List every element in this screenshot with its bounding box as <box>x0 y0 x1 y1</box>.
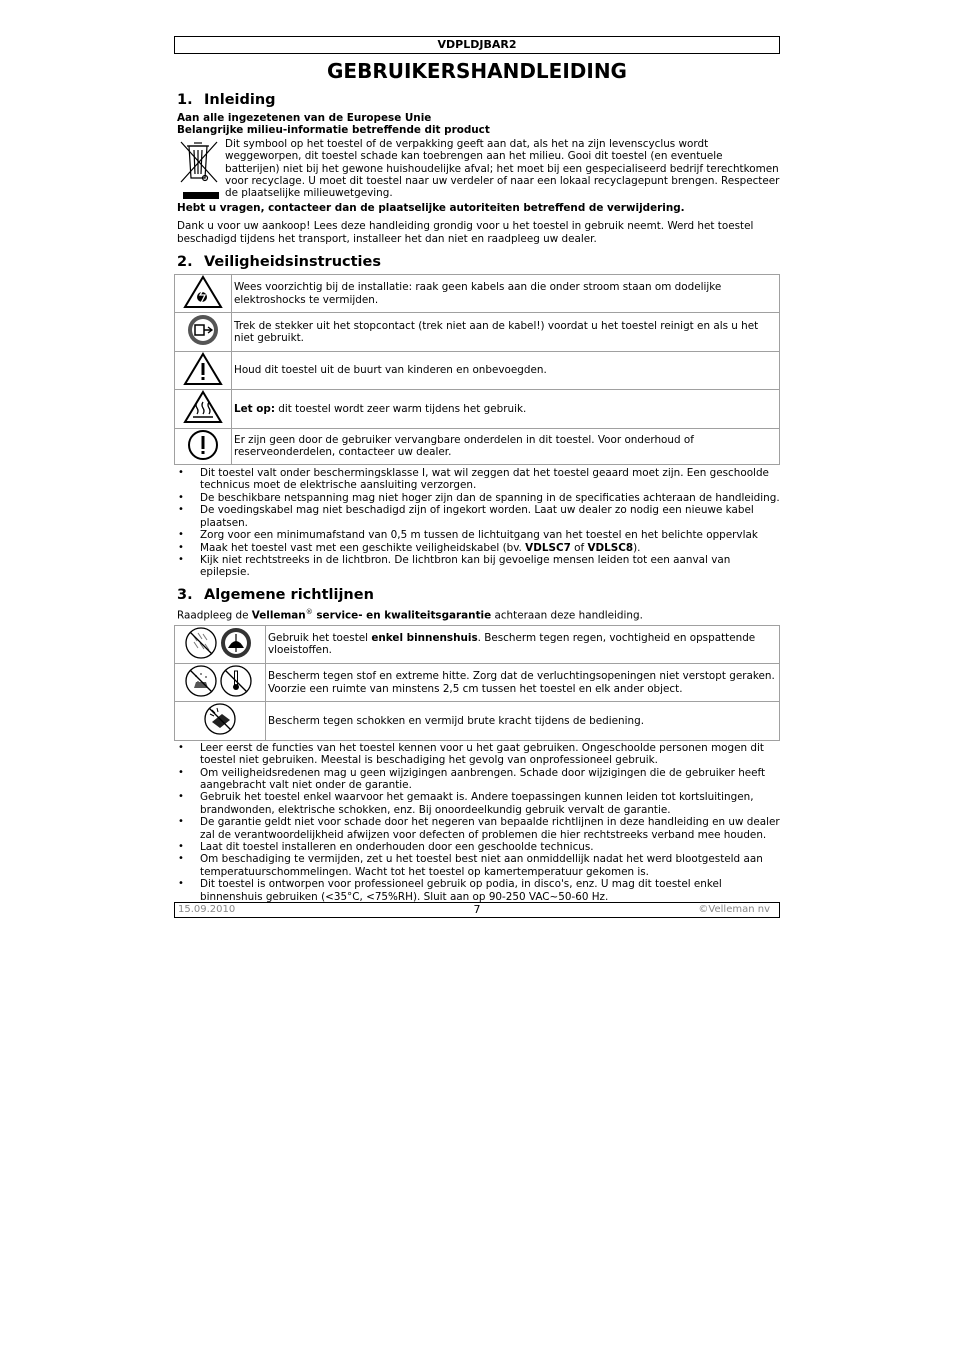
table-row <box>175 275 780 313</box>
footer-date: 15.09.2010 <box>178 904 236 915</box>
unplug-icon <box>175 313 232 351</box>
page-footer <box>174 902 780 918</box>
table-row <box>175 351 780 389</box>
list-item: • Maak het toestel vast met een geschikte veiligheidskabel (bv. VDLSC7 of VDLSC8). <box>174 542 780 554</box>
table-row <box>175 625 780 663</box>
guidelines-table <box>174 625 780 741</box>
shock-protection-icon <box>202 702 238 736</box>
list-item: • Gebruik het toestel enkel waarvoor het gemaakt is. Andere toepassingen kunnen leiden tot kortsluitingen, brandwonden, elektrische schokken, enz. Bij onoordeelkundig gebruik vervalt de garantie. <box>174 791 780 816</box>
crossed-bin-icon <box>177 138 225 202</box>
weee-text: Dit symbool op het toestel of de verpakking geeft aan dat, als het na zijn levenscyclus wordt weggeworpen, dit toestel schade kan toebrengen aan het milieu. Gooi dit toestel (en eventuele batterijen) niet bij het gewone huishoudelijke afval; het moet bij een gespecialiseerd bedrijf terechtkomen voor recyclage. U moet dit toestel naar uw verdeler of naar een lokaal recyclagepunt brengen. Respecteer de plaatselijke milieuwetgeving. <box>225 137 780 200</box>
list-item: • Dit toestel is ontworpen voor professioneel gebruik op podia, in disco's, enz. U mag dit toestel enkel binnenshuis gebruiken (<35°C, <75%RH). Sluit aan op 90-250 VAC~50-60 Hz. <box>174 878 780 903</box>
hot-surface-icon <box>175 390 232 428</box>
table-row <box>175 702 780 740</box>
guideline-text: Bescherm tegen schokken en vermijd brute kracht tijdens de bediening. <box>266 702 780 740</box>
list-item: • Dit toestel valt onder beschermingsklasse I, wat wil zeggen dat het toestel geaard moet zijn. Een geschoolde technicus moet de elektrische aansluiting verzorgen. <box>174 467 780 492</box>
guideline-text: Gebruik het toestel enkel binnenshuis. Bescherm tegen regen, vochtigheid en opspattende vloeistoffen. <box>266 625 780 663</box>
model-header: VDPLDJBAR2 <box>174 36 780 54</box>
safety-text: Er zijn geen door de gebruiker vervangbare onderdelen in dit toestel. Voor onderhoud of reserveonderdelen, contacteer uw dealer. <box>232 428 780 464</box>
safety-bullet-list <box>174 467 780 579</box>
list-item: • Zorg voor een minimumafstand van 0,5 m tussen de lichtuitgang van het toestel en het belichte oppervlak <box>174 529 780 541</box>
section-heading-veiligheid: 2. Veiligheidsinstructies <box>177 254 381 271</box>
table-row <box>175 390 780 428</box>
electric-shock-warning-icon <box>175 275 232 313</box>
safety-text: Wees voorzichtig bij de installatie: raak geen kabels aan die onder stroom staan om dodelijke elektroshocks te vermijden. <box>232 275 780 313</box>
indoor-only-icon <box>184 626 256 660</box>
footer-copyright: ©Velleman nv <box>698 904 770 915</box>
manual-page <box>174 36 780 903</box>
dust-heat-icon <box>184 664 256 698</box>
eu-residents-heading: Aan alle ingezetenen van de Europese Unie <box>177 112 432 124</box>
list-item: • De beschikbare netspanning mag niet hoger zijn dan de spanning in de specificaties achteraan de handleiding. <box>174 492 780 504</box>
safety-text: Trek de stekker uit het stopcontact (trek niet aan de kabel!) voordat u het toestel reinigt en als u het niet gebruikt. <box>232 313 780 351</box>
list-item: • Kijk niet rechtstreeks in de lichtbron. De lichtbron kan bij gevoelige mensen leiden tot een aanval van epilepsie. <box>174 554 780 579</box>
list-item: • Om veiligheidsredenen mag u geen wijzigingen aanbrengen. Schade door wijzigingen die de gebruiker heeft aangebracht valt niet onder de garantie. <box>174 767 780 792</box>
section-heading-richtlijnen: 3. Algemene richtlijnen <box>177 586 374 603</box>
page-title: GEBRUIKERSHANDLEIDING <box>327 59 627 83</box>
list-item: • Leer eerst de functies van het toestel kennen voor u het gaat gebruiken. Ongeschoolde personen mogen dit toestel niet gebruiken. Meestal is beschadiging het gevolg van onprofessioneel gebruik. <box>174 742 780 767</box>
section-heading-inleiding: 1. Inleiding <box>177 92 276 108</box>
weee-block <box>174 138 780 202</box>
list-item: • De voedingskabel mag niet beschadigd zijn of ingekort worden. Laat uw dealer zo nodig een nieuwe kabel plaatsen. <box>174 504 780 529</box>
guideline-text: Bescherm tegen stof en extreme hitte. Zorg dat de verluchtingsopeningen niet verstopt geraken. Voorzie een ruimte van minstens 2,5 cm tussen het toestel en elk ander object. <box>266 664 780 702</box>
list-item: • Om beschadiging te vermijden, zet u het toestel best niet aan onmiddellijk nadat het werd blootgesteld aan temperatuurschommelingen. Wacht tot het toestel op kamertemperatuur gekomen is. <box>174 853 780 878</box>
warranty-intro: Raadpleeg de Velleman® service- en kwaliteitsgarantie achteraan deze handleiding. <box>177 607 643 622</box>
warning-triangle-icon <box>175 351 232 389</box>
guidelines-bullet-list <box>174 742 780 903</box>
page-number: 7 <box>473 903 481 916</box>
list-item: • De garantie geldt niet voor schade door het negeren van bepaalde richtlijnen in deze handleiding en uw dealer zal de verantwoordelijkheid afwijzen voor defecten of problemen die hier rechtstreeks verband mee houden. <box>174 816 780 841</box>
safety-text: Let op: dit toestel wordt zeer warm tijdens het gebruik. <box>232 390 780 428</box>
contact-authorities-text: Hebt u vragen, contacteer dan de plaatselijke autoriteiten betreffend de verwijdering. <box>177 201 685 214</box>
environment-heading: Belangrijke milieu-informatie betreffende dit product <box>177 124 490 137</box>
thanks-text: Dank u voor uw aankoop! Lees deze handleiding grondig voor u het toestel in gebruik neemt. Werd het toestel beschadigd tijdens het transport, installeer het dan niet en raadpleeg uw dealer. <box>177 220 754 245</box>
safety-table <box>174 274 780 465</box>
table-row <box>175 428 780 464</box>
list-item: • Laat dit toestel installeren en onderhouden door een geschoolde technicus. <box>174 841 780 853</box>
safety-text: Houd dit toestel uit de buurt van kinderen en onbevoegden. <box>232 351 780 389</box>
exclamation-circle-icon <box>175 428 232 464</box>
table-row <box>175 664 780 702</box>
table-row <box>175 313 780 351</box>
